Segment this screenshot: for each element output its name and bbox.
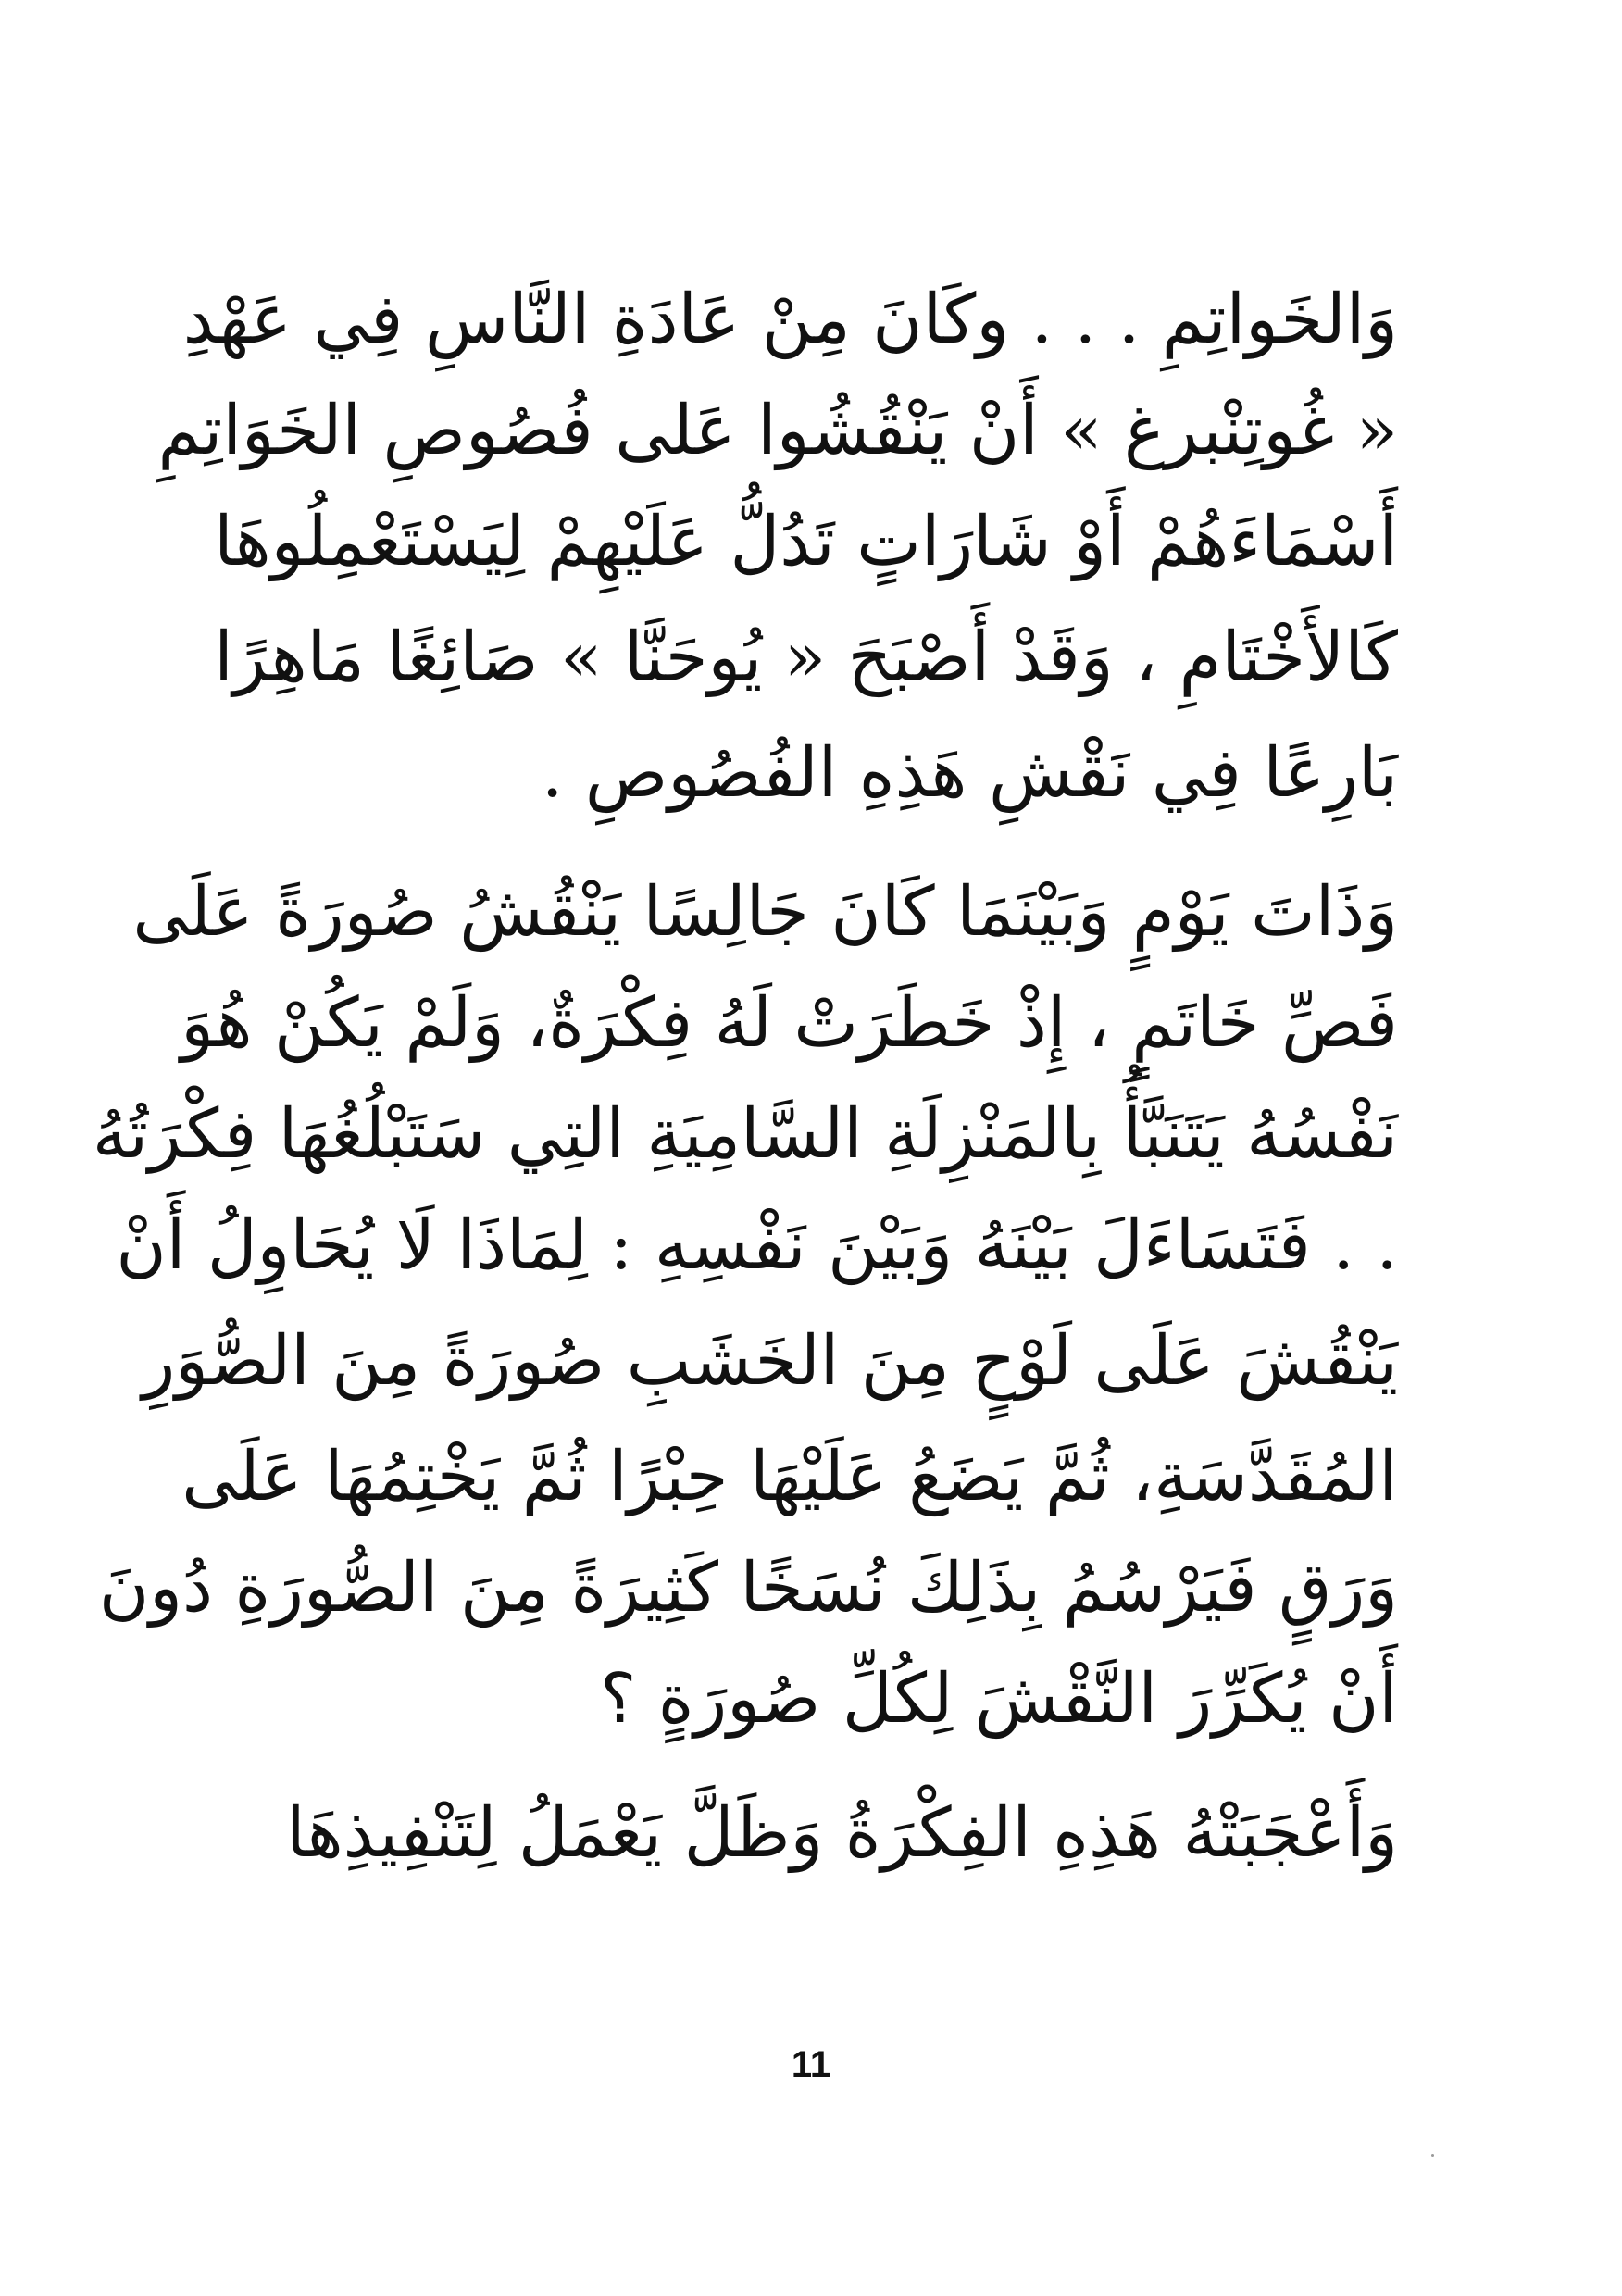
text-line: بَارِعًا فِي نَقْشِ هَذِهِ الفُصُوصِ . (541, 733, 1398, 813)
text-line: فَصِّ خَاتَمٍ ، إِذْ خَطَرَتْ لَهُ فِكْرَةٌ، وَلَمْ يَكُنْ هُوَ (181, 983, 1398, 1063)
text-line: كَالأَخْتَامِ ، وَقَدْ أَصْبَحَ « يُوحَنَّا » صَائِغًا مَاهِرًا (214, 618, 1398, 697)
text-line: أَنْ يُكَرِّرَ النَّقْشَ لِكُلِّ صُورَةٍ ؟ (599, 1659, 1398, 1739)
paragraph-first-line: وَأَعْجَبَتْهُ هَذِهِ الفِكْرَةُ وَظَلَّ يَعْمَلُ لِتَنْفِيذِهَا (286, 1793, 1398, 1873)
text-line: وَرَقٍ فَيَرْسُمُ بِذَلِكَ نُسَخًا كَثِيرَةً مِنَ الصُّورَةِ دُونَ (98, 1548, 1398, 1628)
scan-speck (1431, 2154, 1434, 2157)
text-line: « غُوتِنْبرغ » أَنْ يَنْقُشُوا عَلى فُصُوصِ الخَوَاتِمِ (157, 391, 1398, 470)
page-number: 11 (791, 2044, 831, 2085)
text-line: يَنْقُشَ عَلَى لَوْحٍ مِنَ الخَشَبِ صُورَةً مِنَ الصُّوَرِ (142, 1321, 1398, 1401)
text-line: وَالخَواتِمِ . . . وكَانَ مِنْ عَادَةِ النَّاسِ فِي عَهْدِ (182, 280, 1398, 359)
text-line: المُقَدَّسَةِ، ثُمَّ يَضَعُ عَلَيْهَا حِبْرًا ثُمَّ يَخْتِمُهَا عَلَى (181, 1437, 1398, 1516)
text-line: أَسْمَاءَهُمْ أَوْ شَارَاتٍ تَدُلُّ عَلَيْهِمْ لِيَسْتَعْمِلُوهَا (214, 502, 1398, 581)
text-line: . . فَتَسَاءَلَ بَيْنَهُ وَبَيْنَ نَفْسِهِ : لِمَاذَا لَا يُحَاوِلُ أَنْ (116, 1205, 1398, 1285)
paragraph-first-line: وَذَاتَ يَوْمٍ وَبَيْنَمَا كَانَ جَالِسًا يَنْقُشُ صُورَةً عَلَى (132, 872, 1398, 952)
text-line: نَفْسُهُ يَتَنَبَّأُ بِالمَنْزِلَةِ السَّامِيَةِ التِي سَتَبْلُغُهَا فِكْرَتُهُ (92, 1094, 1398, 1174)
